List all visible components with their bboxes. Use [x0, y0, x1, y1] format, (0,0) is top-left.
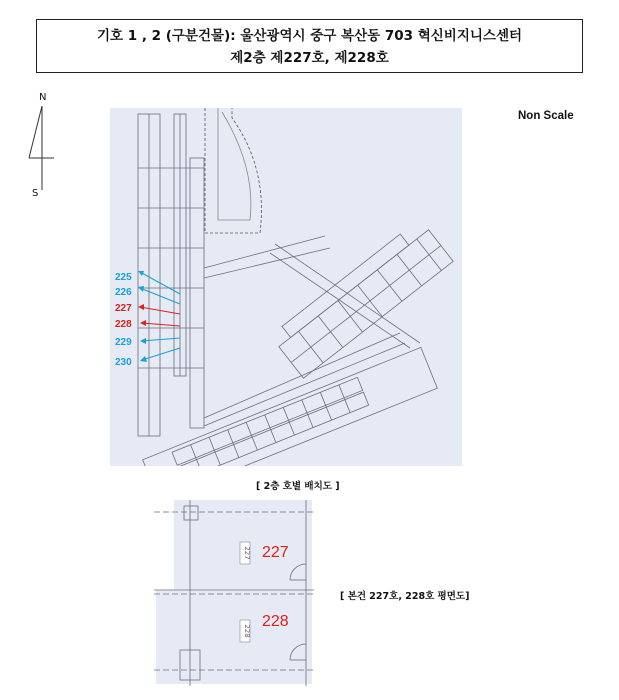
room-228-label: 228: [262, 613, 289, 630]
unit-label-228: 228: [115, 319, 132, 330]
unit-label-226: 226: [115, 287, 132, 298]
site-plan-drawing: [110, 108, 462, 466]
header-line-2: 제2층 제227호, 제228호: [230, 50, 389, 66]
site-plan-background: [110, 108, 462, 466]
room-228-area: [156, 590, 312, 684]
compass-south-label: S: [32, 188, 39, 199]
scale-note: Non Scale: [518, 110, 574, 122]
site-plan-caption: [ 2층 호별 배치도 ]: [256, 481, 340, 492]
compass-arrow-graphic: [26, 92, 66, 202]
unit-label-229: 229: [115, 337, 132, 348]
room-228-tag: 228: [243, 624, 251, 638]
unit-label-225: 225: [115, 272, 132, 283]
room-227-tag: 227: [243, 546, 251, 560]
room-227-label: 227: [262, 544, 289, 561]
compass-north-label: N: [39, 92, 47, 103]
header-box: [36, 19, 583, 73]
floor-plan-drawing: [154, 500, 314, 686]
header-line-1: 기호 1 , 2 (구분건물): 울산광역시 중구 복산동 703 혁신비지니스센터: [96, 28, 523, 44]
north-arrow-icon: [26, 92, 66, 202]
unit-label-227: 227: [115, 303, 132, 314]
unit-label-230: 230: [115, 357, 132, 368]
floor-plan-caption: [ 본건 227호, 228호 평면도]: [340, 591, 470, 602]
